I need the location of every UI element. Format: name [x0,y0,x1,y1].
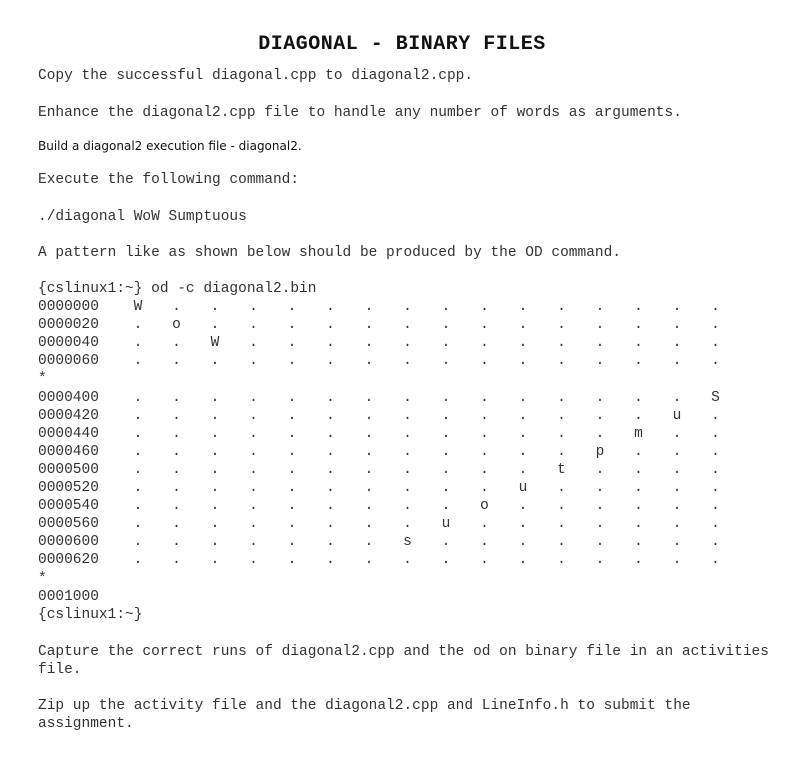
od-byte-dot: . [672,480,682,496]
od-byte-dot: . [172,443,181,460]
od-byte-dot: . [711,480,720,496]
od-byte-dot: . [441,425,451,442]
instruction-build: Build a diagonal2 execution file - diagonal2. [38,139,302,153]
od-byte-dot: . [711,461,720,478]
od-byte-dot: . [480,407,489,424]
od-byte-dot: . [672,552,682,569]
od-byte-dot: . [595,335,605,352]
od-byte-dot: . [403,425,412,442]
od-byte-dot: . [634,443,643,460]
od-byte-dot: . [287,552,297,569]
od-byte-dot: . [210,516,220,533]
instruction-zip: Zip up the activity file and the diagonal2.cpp and LineInfo.h to submit the assignment. [38,698,691,732]
od-byte-dot: . [249,480,258,496]
od-byte-dot: . [595,353,605,370]
od-byte-dot: . [364,516,374,533]
od-byte-dot: . [595,461,605,478]
od-byte-dot: . [441,299,451,315]
od-byte-dot: . [326,516,335,533]
od-byte-dot: . [210,389,220,406]
od-byte-char: p [595,443,605,460]
od-byte-dot: . [403,389,412,406]
od-byte-dot: . [672,317,682,334]
od-byte-dot: . [557,516,566,533]
od-byte-dot: . [557,407,566,424]
od-byte-dot: . [133,335,143,352]
od-address: 0000420 [38,407,99,424]
od-byte-dot: . [595,425,605,442]
od-byte-dot: . [518,498,528,515]
od-byte-dot: . [480,480,489,496]
od-byte-dot: . [557,480,566,496]
od-byte-dot: . [287,480,297,496]
od-byte-char: s [403,534,412,551]
od-byte-dot: . [403,299,412,315]
od-byte-dot: . [172,461,181,478]
od-byte-dot: . [172,407,181,424]
od-byte-dot: . [403,443,412,460]
od-byte-dot: . [518,552,528,569]
od-byte-char: u [672,407,682,424]
od-byte-dot: . [557,335,566,352]
od-byte-dot: . [210,498,220,515]
od-byte-dot: . [403,407,412,424]
od-byte-dot: . [711,552,720,569]
od-asterisk: * [38,570,47,587]
od-byte-dot: . [518,534,528,551]
od-byte-dot: . [287,299,297,315]
od-address: 0000020 [38,317,99,334]
od-byte-dot: . [364,461,374,478]
od-address: 0000040 [38,335,99,352]
od-byte-char: W [133,299,143,315]
od-byte-dot: . [364,534,374,551]
od-byte-dot: . [441,335,451,352]
od-address: 0000600 [38,534,99,551]
od-byte-dot: . [595,317,605,334]
od-byte-dot: . [711,534,720,551]
od-byte-dot: . [133,407,143,424]
od-byte-dot: . [210,425,220,442]
od-byte-dot: . [518,299,528,315]
od-byte-dot: . [287,389,297,406]
od-byte-dot: . [364,480,374,496]
od-byte-char: o [480,498,489,515]
od-byte-dot: . [249,425,258,442]
od-byte-dot: . [172,534,181,551]
od-byte-dot: . [172,425,181,442]
od-byte-dot: . [672,389,682,406]
od-byte-dot: . [287,335,297,352]
od-byte-dot: . [518,389,528,406]
od-byte-dot: . [172,552,181,569]
od-byte-dot: . [403,498,412,515]
od-byte-dot: . [210,353,220,370]
od-byte-dot: . [672,425,682,442]
od-byte-dot: . [480,461,489,478]
od-byte-dot: . [403,552,412,569]
od-byte-char: o [172,317,181,334]
od-byte-dot: . [480,299,489,315]
od-byte-dot: . [480,516,489,533]
od-byte-dot: . [210,480,220,496]
od-byte-char: u [518,480,528,496]
od-address: 0000440 [38,425,99,442]
od-byte-dot: . [287,534,297,551]
od-byte-dot: . [634,498,643,515]
od-byte-dot: . [172,498,181,515]
od-byte-dot: . [249,461,258,478]
od-byte-char: W [210,335,220,352]
od-byte-dot: . [326,443,335,460]
od-byte-dot: . [210,461,220,478]
od-byte-dot: . [441,443,451,460]
od-byte-dot: . [364,443,374,460]
od-address: 0000460 [38,443,99,460]
od-byte-dot: . [480,335,489,352]
od-byte-dot: . [441,317,451,334]
od-byte-dot: . [441,552,451,569]
od-byte-dot: . [711,498,720,515]
od-byte-dot: . [172,389,181,406]
od-byte-char: u [441,516,451,533]
od-byte-dot: . [518,407,528,424]
command-line: ./diagonal WoW Sumptuous [38,209,247,225]
instruction-pattern: A pattern like as shown below should be produced by the OD command. [38,245,621,261]
instruction-enhance: Enhance the diagonal2.cpp file to handle any number of words as arguments. [38,105,682,121]
od-byte-dot: . [364,498,374,515]
od-byte-dot: . [595,480,605,496]
od-byte-dot: . [287,407,297,424]
od-byte-dot: . [672,443,682,460]
od-byte-dot: . [672,299,682,315]
od-byte-dot: . [364,425,374,442]
od-byte-dot: . [711,353,720,370]
od-byte-dot: . [249,389,258,406]
od-byte-dot: . [326,299,335,315]
od-byte-dot: . [326,317,335,334]
od-address: 0000540 [38,498,99,515]
page-title: DIAGONAL - BINARY FILES [258,33,546,56]
od-byte-dot: . [672,516,682,533]
od-byte-dot: . [595,498,605,515]
od-byte-char: t [557,461,566,478]
od-byte-dot: . [518,425,528,442]
od-byte-dot: . [133,425,143,442]
od-byte-dot: . [403,461,412,478]
od-byte-dot: . [210,407,220,424]
od-byte-dot: . [557,353,566,370]
od-byte-dot: . [326,353,335,370]
od-address: 0000000 [38,299,99,315]
od-address: 0000620 [38,552,99,569]
od-byte-dot: . [326,480,335,496]
od-byte-dot: . [480,552,489,569]
od-byte-dot: . [518,461,528,478]
od-byte-dot: . [133,443,143,460]
od-byte-dot: . [634,516,643,533]
od-byte-dot: . [557,443,566,460]
od-byte-dot: . [210,299,220,315]
instruction-execute: Execute the following command: [38,172,300,188]
terminal-prompt-end: {cslinux1:~} [38,607,143,623]
od-byte-dot: . [595,299,605,315]
od-byte-dot: . [364,335,374,352]
od-byte-dot: . [711,317,720,334]
od-byte-dot: . [557,299,566,315]
od-byte-dot: . [249,516,258,533]
od-byte-dot: . [287,425,297,442]
od-byte-dot: . [364,299,374,315]
od-byte-dot: . [634,317,643,334]
od-byte-dot: . [326,389,335,406]
od-byte-dot: . [326,498,335,515]
od-byte-dot: . [133,317,143,334]
od-byte-dot: . [634,407,643,424]
od-byte-dot: . [480,425,489,442]
od-byte-dot: . [711,443,720,460]
od-byte-dot: . [441,480,451,496]
od-byte-dot: . [672,335,682,352]
od-byte-dot: . [133,552,143,569]
od-byte-dot: . [441,407,451,424]
od-byte-dot: . [595,407,605,424]
od-byte-dot: . [287,443,297,460]
od-byte-dot: . [634,480,643,496]
od-byte-dot: . [672,461,682,478]
od-byte-dot: . [364,407,374,424]
od-byte-dot: . [172,335,181,352]
od-byte-dot: . [403,480,412,496]
od-byte-dot: . [249,335,258,352]
od-byte-dot: . [133,498,143,515]
od-byte-dot: . [133,461,143,478]
od-byte-dot: . [634,335,643,352]
od-byte-dot: . [711,299,720,315]
od-byte-dot: . [441,353,451,370]
od-byte-dot: . [287,516,297,533]
od-byte-dot: . [403,317,412,334]
od-byte-dot: . [133,516,143,533]
od-byte-dot: . [441,389,451,406]
od-byte-dot: . [133,389,143,406]
od-byte-dot: . [441,461,451,478]
od-address: 0000560 [38,516,99,533]
od-byte-dot: . [441,498,451,515]
od-byte-dot: . [287,498,297,515]
od-byte-dot: . [557,425,566,442]
od-byte-dot: . [249,498,258,515]
od-byte-dot: . [557,534,566,551]
od-byte-dot: . [595,516,605,533]
od-byte-dot: . [634,299,643,315]
instruction-capture: Capture the correct runs of diagonal2.cpp and the od on binary file in an activities file. [38,644,769,678]
od-byte-dot: . [133,480,143,496]
od-byte-dot: . [403,516,412,533]
od-byte-dot: . [518,353,528,370]
od-byte-dot: . [249,299,258,315]
od-byte-dot: . [518,317,528,334]
od-byte-dot: . [326,552,335,569]
instruction-copy: Copy the successful diagonal.cpp to diagonal2.cpp. [38,68,474,84]
od-byte-dot: . [326,461,335,478]
od-byte-dot: . [287,461,297,478]
od-byte-dot: . [326,335,335,352]
od-address: 0000400 [38,389,99,406]
od-byte-dot: . [557,498,566,515]
od-byte-dot: . [518,516,528,533]
od-byte-dot: . [287,317,297,334]
od-byte-dot: . [364,389,374,406]
od-byte-dot: . [672,353,682,370]
od-byte-dot: . [672,498,682,515]
od-byte-dot: . [249,407,258,424]
od-byte-dot: . [634,353,643,370]
od-byte-dot: . [364,317,374,334]
od-byte-dot: . [441,534,451,551]
od-byte-dot: . [711,407,720,424]
od-byte-dot: . [672,534,682,551]
od-byte-dot: . [480,389,489,406]
od-byte-dot: . [326,407,335,424]
od-byte-dot: . [634,534,643,551]
od-address: 0001000 [38,588,99,605]
od-byte-dot: . [480,353,489,370]
od-byte-dot: . [249,353,258,370]
od-byte-dot: . [634,389,643,406]
od-byte-dot: . [287,353,297,370]
od-byte-dot: . [210,534,220,551]
od-byte-dot: . [557,317,566,334]
od-byte-dot: . [711,335,720,352]
od-byte-dot: . [711,516,720,533]
od-byte-dot: . [326,534,335,551]
od-byte-dot: . [480,534,489,551]
od-byte-dot: . [133,353,143,370]
od-byte-dot: . [518,443,528,460]
od-byte-dot: . [634,552,643,569]
od-byte-dot: . [364,353,374,370]
od-byte-dot: . [210,317,220,334]
od-byte-dot: . [326,425,335,442]
od-byte-dot: . [172,353,181,370]
od-byte-dot: . [480,443,489,460]
od-byte-dot: . [249,534,258,551]
od-byte-dot: . [634,461,643,478]
od-byte-dot: . [249,317,258,334]
od-byte-dot: . [403,353,412,370]
od-byte-dot: . [172,516,181,533]
od-byte-dot: . [595,534,605,551]
od-byte-char: S [711,389,720,406]
od-byte-dot: . [480,317,489,334]
od-byte-dot: . [557,389,566,406]
od-byte-dot: . [210,552,220,569]
od-byte-char: m [634,425,643,442]
od-asterisk: * [38,371,47,388]
od-byte-dot: . [133,534,143,551]
od-byte-dot: . [595,389,605,406]
od-byte-dot: . [595,552,605,569]
od-byte-dot: . [249,443,258,460]
od-byte-dot: . [172,299,181,315]
od-byte-dot: . [518,335,528,352]
od-byte-dot: . [557,552,566,569]
od-byte-dot: . [403,335,412,352]
od-address: 0000500 [38,461,99,478]
od-address: 0000520 [38,480,99,496]
od-byte-dot: . [364,552,374,569]
od-address: 0000060 [38,353,99,370]
od-byte-dot: . [249,552,258,569]
terminal-prompt-command: {cslinux1:~} od -c diagonal2.bin [38,281,317,297]
od-byte-dot: . [172,480,181,496]
od-byte-dot: . [210,443,220,460]
od-byte-dot: . [711,425,720,442]
